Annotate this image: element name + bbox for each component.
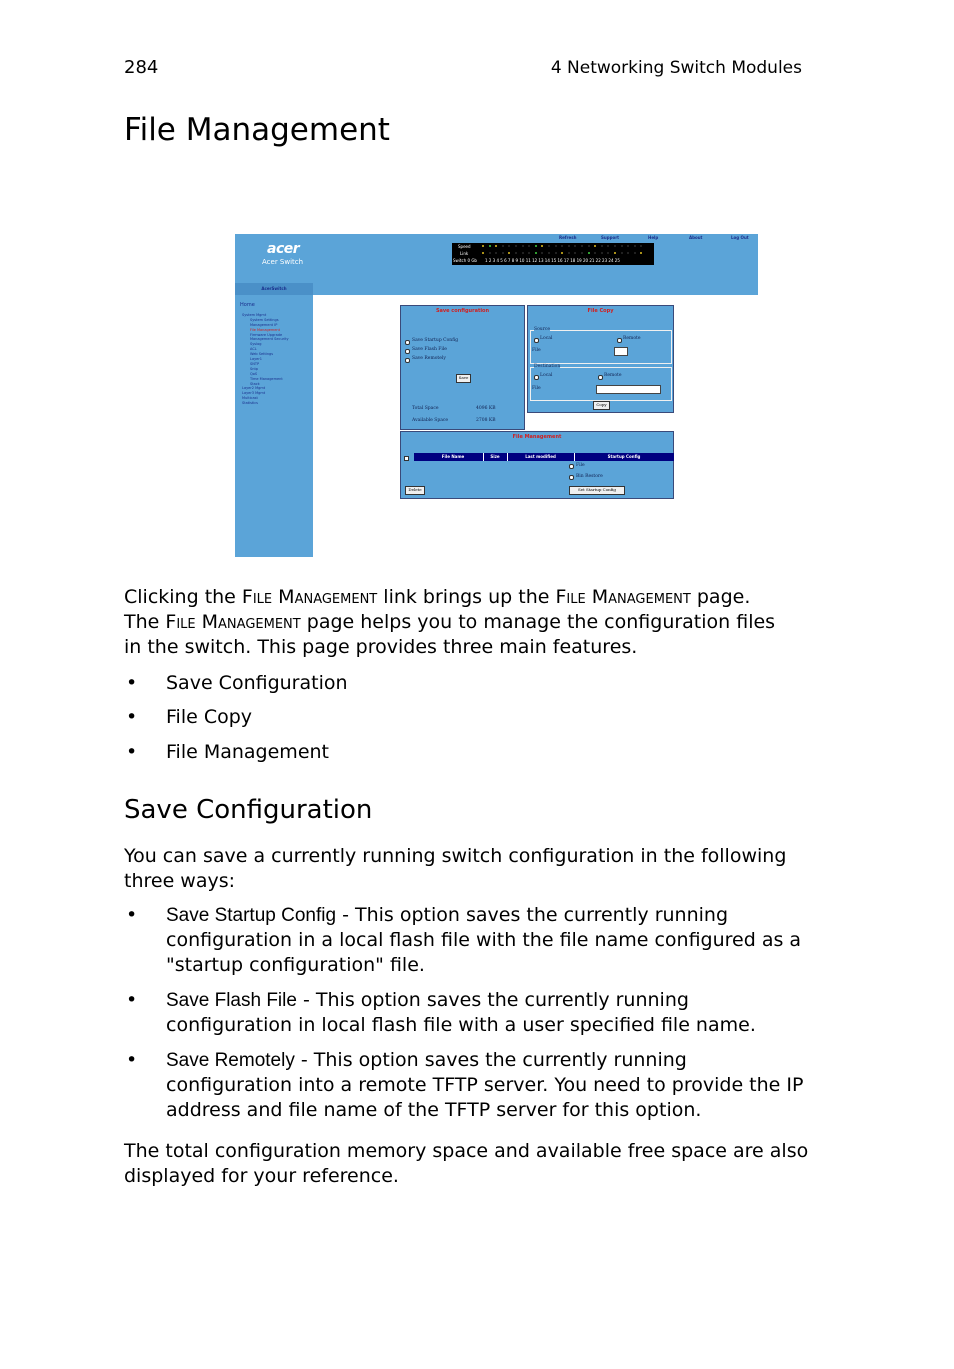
- port-led: [627, 252, 629, 254]
- destination-label: Destination: [534, 364, 561, 369]
- file-copy-title: File Copy: [587, 308, 614, 314]
- top-links: [555, 235, 755, 241]
- save-configuration-panel: [400, 305, 525, 430]
- port-led: [607, 245, 609, 247]
- port-led: [555, 252, 557, 254]
- dest-file-label: File: [532, 386, 541, 391]
- port-led: [588, 252, 590, 254]
- available-space-value: 2708 KB: [476, 418, 496, 423]
- sidebar-item[interactable]: Time Management: [250, 376, 283, 381]
- port-led: [495, 252, 497, 254]
- port-led: [634, 252, 636, 254]
- file-copy-panel: [527, 305, 674, 413]
- port-led: [574, 245, 576, 247]
- port-led: [535, 252, 537, 254]
- sidebar-item[interactable]: Layer1: [250, 357, 262, 361]
- way-desc: - This option saves the currently running configuration in a local flash file with the file name configured as a "startup configuration" file.: [166, 904, 802, 976]
- bin-restore-radio[interactable]: [569, 475, 574, 480]
- port-led: [607, 252, 609, 254]
- port-led: [535, 245, 537, 247]
- sidebar-item[interactable]: System Mgmt: [242, 312, 267, 317]
- port-led: [522, 252, 524, 254]
- sidebar-item[interactable]: ACL: [250, 347, 257, 352]
- intro-text: link brings up the: [377, 586, 556, 608]
- port-status-panel: [452, 243, 654, 265]
- file-table-header: [414, 453, 674, 461]
- copy-button[interactable]: Copy: [593, 401, 610, 410]
- port-led: [541, 245, 543, 247]
- speed-label: Speed: [458, 244, 471, 249]
- sidebar-item[interactable]: QoS: [250, 371, 258, 376]
- section-intro: You can save a currently running switch configuration in the following three ways:: [124, 845, 787, 892]
- select-all-checkbox[interactable]: [404, 456, 409, 461]
- port-led: [489, 245, 491, 247]
- way-desc: - This option saves the currently running configuration into a remote TFTP server. You need to provide the IP address and file name of the TFTP server for this option.: [166, 1049, 804, 1121]
- refresh-link[interactable]: Refresh: [559, 235, 577, 240]
- way-term: Save Startup Config: [166, 905, 337, 926]
- port-led: [502, 245, 504, 247]
- save-way-item: [124, 988, 814, 1038]
- save-flash-label: Save Flash File: [412, 347, 447, 352]
- sidebar-item[interactable]: Layer3 Mgmt: [242, 391, 266, 396]
- port-led: [574, 252, 576, 254]
- sidebar-item[interactable]: Sntp: [250, 366, 259, 371]
- port-led: [581, 252, 583, 254]
- logout-link[interactable]: Log Out: [731, 235, 749, 240]
- port-led: [621, 252, 623, 254]
- sidebar-item[interactable]: Stack: [250, 381, 260, 386]
- port-led: [482, 252, 484, 254]
- sidebar-item[interactable]: Multicast: [242, 396, 258, 401]
- save-remote-radio[interactable]: [405, 358, 410, 363]
- startup-file-label: File: [576, 463, 585, 468]
- save-flash-radio[interactable]: [405, 349, 410, 354]
- port-led: [482, 245, 484, 247]
- port-led: [568, 245, 570, 247]
- port-led: [508, 252, 510, 254]
- sidebar-item[interactable]: Statistics: [242, 401, 258, 406]
- save-way-item: [124, 903, 814, 978]
- sidebar-item[interactable]: Management IP: [250, 322, 278, 327]
- startup-file-radio[interactable]: [569, 464, 574, 469]
- sidebar-item[interactable]: SNTP: [250, 361, 260, 366]
- port-led: [515, 252, 517, 254]
- save-remote-label: Save Remotely: [412, 356, 446, 361]
- total-space-label: Total Space: [412, 406, 439, 411]
- source-file-select[interactable]: [614, 347, 628, 356]
- port-led: [614, 245, 616, 247]
- sidebar-header: AcerSwitch: [235, 283, 313, 295]
- port-led: [508, 245, 510, 247]
- port-led: [568, 252, 570, 254]
- about-link[interactable]: About: [689, 235, 703, 240]
- port-led: [634, 245, 636, 247]
- port-led: [515, 245, 517, 247]
- intro-paragraph: [124, 585, 814, 660]
- col-file-name: File Name: [423, 453, 484, 461]
- way-desc: - This option saves the currently running configuration in local flash file with a user specified file name.: [166, 989, 756, 1036]
- port-led: [548, 252, 550, 254]
- intro-text: The: [124, 611, 166, 633]
- port-led: [502, 252, 504, 254]
- port-led: [561, 245, 563, 247]
- save-button[interactable]: Save: [456, 374, 471, 383]
- source-remote-label: Remote: [623, 336, 641, 341]
- link-label: Link: [460, 251, 469, 256]
- save-startup-radio[interactable]: [405, 340, 410, 345]
- source-local-radio[interactable]: [534, 338, 539, 343]
- dest-remote-radio[interactable]: [598, 375, 603, 380]
- intro-text: Clicking the: [124, 586, 242, 608]
- port-led: [614, 252, 616, 254]
- col-last-modified: Last modified: [507, 453, 575, 461]
- set-startup-config-button[interactable]: Set Startup Config: [569, 486, 625, 495]
- source-file-label: File: [532, 348, 541, 353]
- port-led: [601, 245, 603, 247]
- feature-item: • File Copy: [124, 705, 814, 730]
- save-way-item: [124, 1048, 814, 1123]
- feature-item: • File Management: [124, 740, 814, 765]
- file-management-page-ref: File Management: [555, 586, 691, 608]
- port-led: [588, 245, 590, 247]
- logo-subtitle: Acer Switch: [262, 258, 304, 266]
- file-management-panel: [400, 431, 674, 499]
- dest-local-radio[interactable]: [534, 375, 539, 380]
- col-startup-config: Startup Config: [607, 454, 641, 459]
- page-number: 284: [124, 57, 159, 78]
- bin-restore-label: Bin Restore: [576, 474, 603, 479]
- total-space-value: 4096 KB: [476, 406, 496, 411]
- dest-file-input[interactable]: [596, 385, 661, 394]
- port-led: [528, 245, 530, 247]
- col-size: Size: [483, 453, 508, 461]
- sidebar-item[interactable]: Web Settings: [250, 352, 274, 357]
- acer-logo: acer: [267, 241, 300, 257]
- sidebar-item[interactable]: Layer2 Mgmt: [242, 386, 266, 391]
- sidebar-item[interactable]: Firmware Upgrade: [250, 332, 283, 337]
- sidebar-item[interactable]: Syslog: [250, 342, 262, 347]
- source-local-label: Local: [540, 336, 553, 341]
- available-space-label: Available Space: [412, 418, 449, 423]
- save-config-title: Save configuration: [435, 308, 490, 314]
- save-startup-label: Save Startup Config: [412, 338, 459, 343]
- port-led: [627, 245, 629, 247]
- switch-top-banner: [235, 234, 758, 295]
- port-led: [541, 252, 543, 254]
- source-label: Source: [534, 327, 551, 332]
- port-led: [640, 245, 642, 247]
- file-management-link-ref: File Management: [241, 586, 378, 608]
- port-led: [555, 245, 557, 247]
- port-led: [489, 252, 491, 254]
- sidebar-item[interactable]: Home: [240, 302, 255, 308]
- intro-text: in the switch. This page provides three main features.: [124, 636, 638, 658]
- file-mgmt-title: File Management: [512, 434, 562, 440]
- section-header: 4 Networking Switch Modules: [550, 58, 802, 78]
- source-remote-radio[interactable]: [617, 338, 622, 343]
- intro-text: page helps you to manage the configuration files: [300, 611, 776, 633]
- delete-button[interactable]: Delete: [405, 486, 425, 495]
- support-link[interactable]: Support: [601, 235, 620, 240]
- port-led: [601, 252, 603, 254]
- section-heading: Save Configuration: [124, 795, 373, 825]
- help-link[interactable]: Help: [648, 235, 659, 240]
- feature-list: [124, 671, 814, 765]
- file-management-screenshot: [235, 234, 758, 557]
- port-led: [561, 252, 563, 254]
- port-led: [495, 245, 497, 247]
- sidebar-item[interactable]: Management Security: [250, 337, 289, 342]
- sidebar-item[interactable]: File Management: [250, 327, 281, 332]
- port-led: [621, 245, 623, 247]
- port-led: [548, 245, 550, 247]
- save-ways-list: [124, 903, 814, 1123]
- sidebar-item[interactable]: System Settings: [250, 317, 279, 322]
- switch-sidebar: [235, 286, 313, 557]
- dest-local-label: Local: [540, 373, 553, 378]
- switch-label: Switch 0 Gb: [453, 258, 477, 263]
- port-led: [581, 245, 583, 247]
- port-led: [594, 252, 596, 254]
- port-led: [594, 245, 596, 247]
- port-led: [522, 245, 524, 247]
- port-led: [528, 252, 530, 254]
- closing-paragraph: The total configuration memory space and available free space are also displayed for your reference.: [124, 1140, 809, 1187]
- way-term: Save Remotely: [166, 1050, 295, 1071]
- intro-text: page.: [690, 586, 751, 608]
- port-led: [640, 252, 642, 254]
- way-term: Save Flash File: [166, 990, 297, 1011]
- port-numbers: 1 2 3 4 5 6 7 8 9 10 11 12 13 14 15 16 17 18 19 20 21 22 23 24 25: [485, 258, 620, 263]
- page-title: File Management: [124, 112, 390, 148]
- file-management-page-ref: File Management: [165, 611, 301, 633]
- feature-item: • Save Configuration: [124, 671, 814, 696]
- dest-remote-label: Remote: [604, 373, 622, 378]
